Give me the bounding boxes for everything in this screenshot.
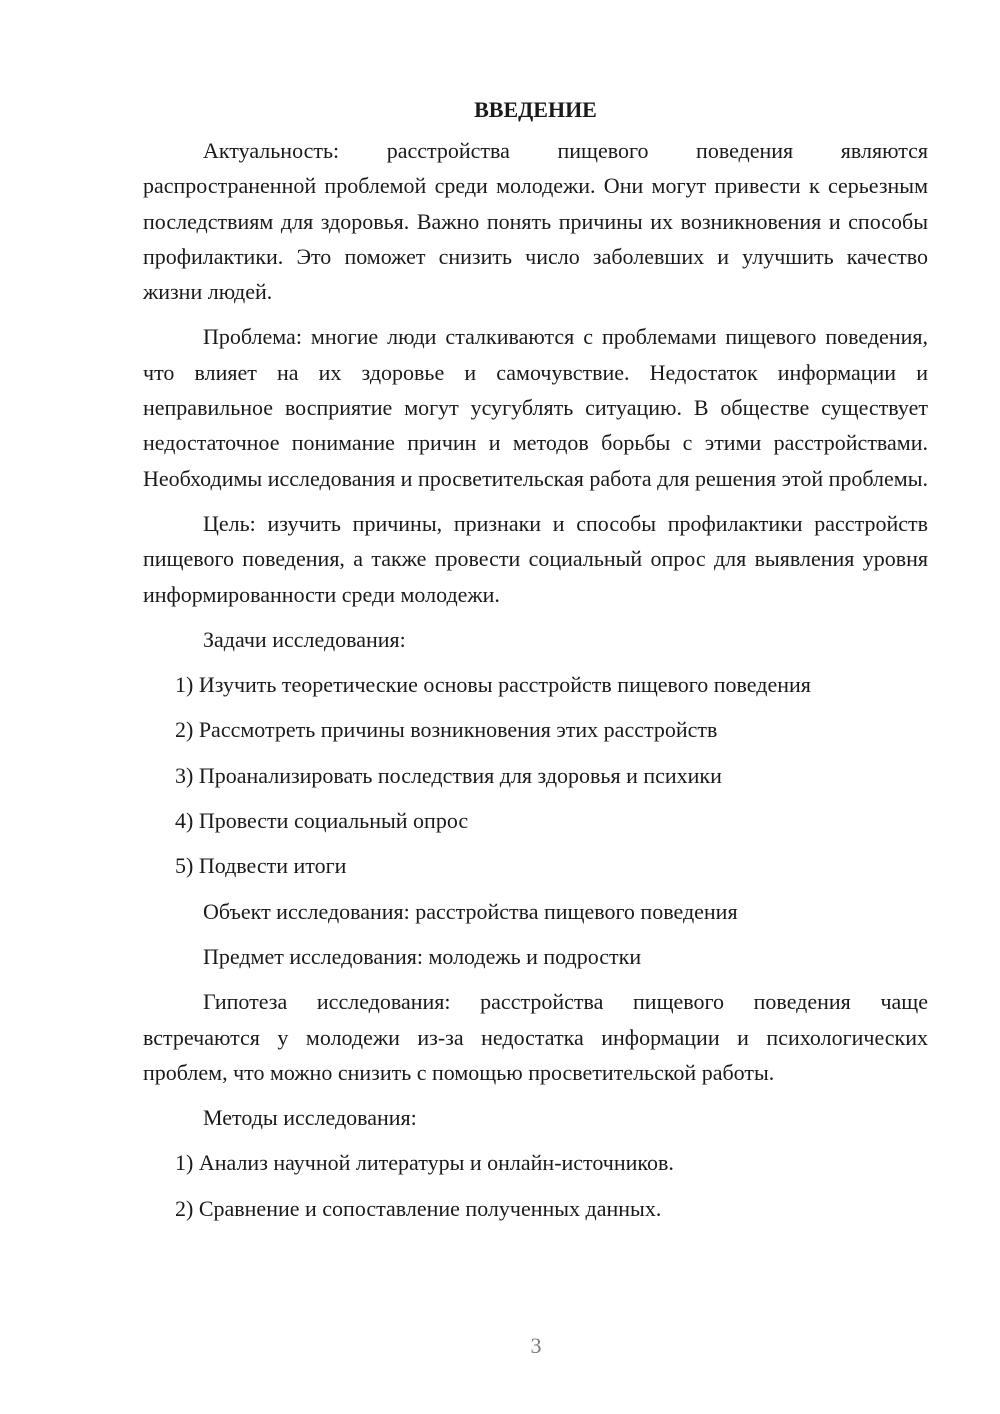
relevance-paragraph: Актуальность: расстройства пищевого поведения являются распространенной проблемой среди молодежи. Они могут привести к серьезным последствиям для здоровья. Важно понять причины их возникновения и способы профилактики. Это поможет снизить число заболевших и улучшить качество жизни людей. bbox=[143, 138, 928, 305]
problem-paragraph: Проблема: многие люди сталкиваются с проблемами пищевого поведения, что влияет на их здоровье и самочувствие. Недостаток информации и неправильное восприятие могут усугублять ситуацию. В обществе существует недостаточное понимание причин и методов борьбы с этими расстройствами. Необходимы исследования и просветительская работа для решения этой проблемы. bbox=[143, 324, 928, 491]
task-item: 3) Проанализировать последствия для здоровья и психики bbox=[175, 762, 722, 788]
research-object: Объект исследования: расстройства пищевого поведения bbox=[203, 898, 738, 924]
page-content bbox=[143, 92, 928, 1236]
section-title: ВВЕДЕНИЕ bbox=[474, 97, 597, 122]
goal-paragraph: Цель: изучить причины, признаки и способы профилактики расстройств пищевого поведения, а также провести социальный опрос для выявления уровня информированности среди молодежи. bbox=[143, 510, 928, 607]
task-item: 4) Провести социальный опрос bbox=[175, 808, 469, 834]
method-item: 2) Сравнение и сопоставление полученных данных. bbox=[175, 1195, 662, 1221]
method-item: 1) Анализ научной литературы и онлайн-источников. bbox=[175, 1150, 674, 1176]
task-item: 1) Изучить теоретические основы расстройств пищевого поведения bbox=[175, 672, 811, 698]
methods-heading: Методы исследования: bbox=[203, 1105, 417, 1131]
page-number: 3 bbox=[530, 1333, 542, 1358]
task-item: 5) Подвести итоги bbox=[175, 853, 347, 879]
research-subject: Предмет исследования: молодежь и подростки bbox=[203, 943, 642, 969]
hypothesis-paragraph: Гипотеза исследования: расстройства пищевого поведения чаще встречаются у молодежи из-за недостатка информации и психологических проблем, что можно снизить с помощью просветительской работы. bbox=[143, 989, 928, 1085]
tasks-heading: Задачи исследования: bbox=[203, 626, 406, 652]
task-item: 2) Рассмотреть причины возникновения этих расстройств bbox=[175, 717, 718, 743]
